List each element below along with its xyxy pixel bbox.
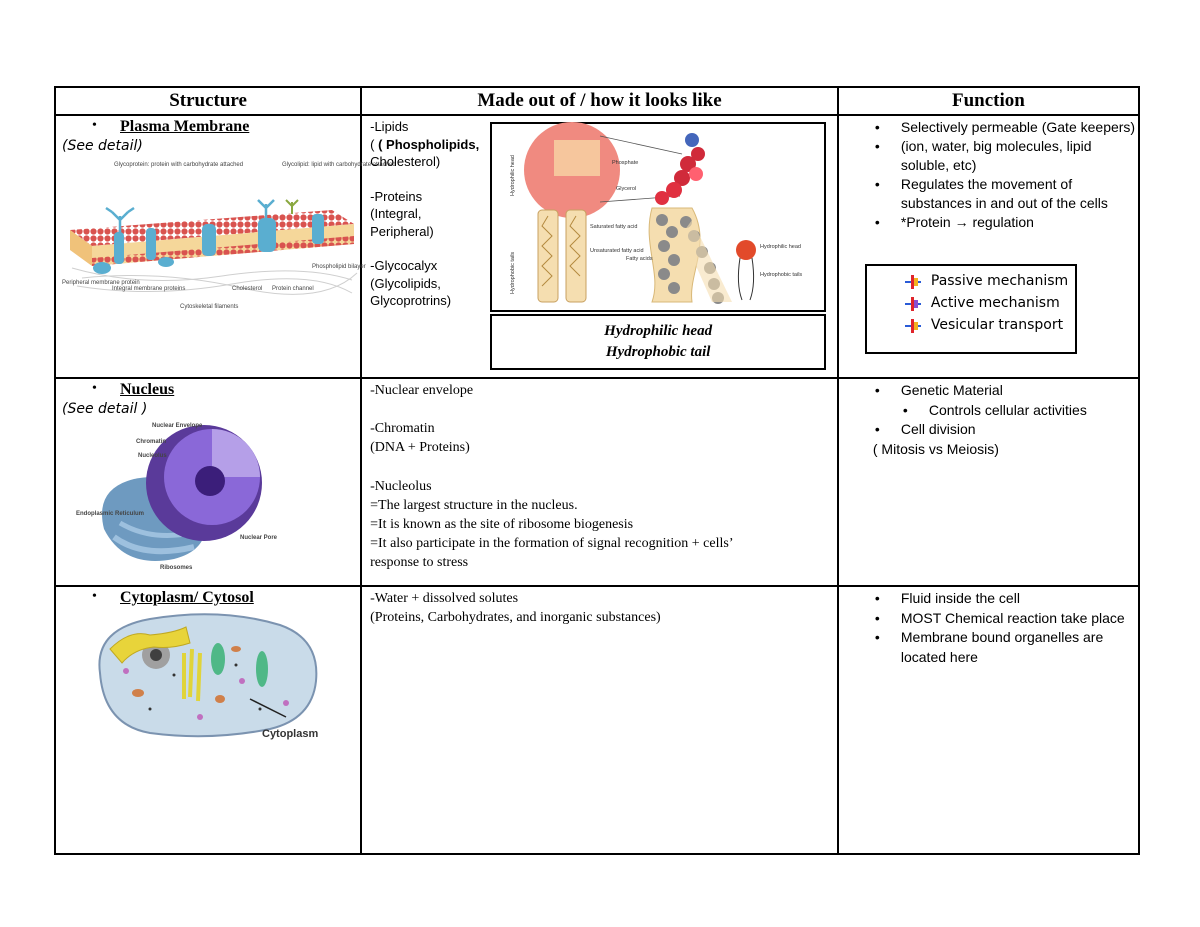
nucleus-figure (64, 419, 288, 571)
cell-made-of-nucleus (361, 378, 838, 586)
row-nucleus (55, 378, 1139, 586)
see-detail: (See detail ) (62, 401, 148, 417)
label-glycolipid: Glycolipid: lipid with carbohydrate attached (282, 162, 396, 168)
list-item: • Selectively permeable (Gate keepers) (839, 118, 1138, 137)
made-of-list (370, 118, 488, 310)
transport-legend (865, 264, 1077, 354)
structure-title: Cytoplasm/ Cytosol (120, 589, 254, 606)
list-item: • MOST Chemical reaction take place (839, 609, 1138, 629)
label-saturated: Saturated fatty acid (590, 224, 638, 230)
list-item: • Genetic Material (839, 381, 1138, 401)
made-of-line: (Integral, (370, 206, 422, 221)
function-list (839, 381, 1138, 440)
label-ribosomes: Ribosomes (160, 565, 193, 571)
spacer (370, 458, 733, 477)
label-cytoskeletal: Cytoskeletal filaments (180, 304, 239, 310)
label-nucleolus: Nucleolus (138, 453, 167, 459)
vesicular-transport-icon (905, 319, 921, 333)
bullet-icon: • (92, 118, 97, 133)
function-list (839, 589, 1138, 667)
nucleolus-shape (195, 466, 225, 496)
label-bilayer: Phospholipid bilayer (312, 264, 366, 270)
header-structure: Structure (55, 87, 361, 115)
cytoplasm-figure (90, 609, 332, 741)
label-fatty-acids: Fatty acids (626, 256, 653, 262)
row-plasma-membrane (55, 115, 1139, 378)
glycolipid-shape (286, 200, 298, 214)
cell-structure-cytoplasm (55, 586, 361, 854)
header-function: Function (838, 87, 1139, 115)
label-chromatin: Chromatin (136, 439, 166, 445)
made-of-line: =The largest structure in the nucleus. (370, 497, 578, 513)
made-of-line: =It also participate in the formation of signal recognition + cells’ (370, 536, 734, 552)
list-item: • Membrane bound organelles are located here (839, 628, 1138, 667)
label-peripheral: Peripheral membrane protein (62, 280, 140, 286)
legend-passive: Passive mechanism (930, 273, 1069, 289)
bullet-icon: • (92, 381, 97, 396)
label-hydrophobic-tails: Hydrophobic tails (510, 251, 517, 294)
header-row (55, 87, 1139, 115)
spacer (370, 171, 488, 188)
cell-structure-nucleus (55, 378, 361, 586)
list-subitem: • Controls cellular activities (839, 401, 1138, 421)
label-nuclear-envelope: Nuclear Envelope (152, 423, 203, 429)
made-of-line: (DNA + Proteins) (370, 440, 470, 456)
made-of-list (370, 589, 661, 627)
label-glycoprotein: Glycoprotein: protein with carbohydrate attached (114, 162, 244, 168)
label-cytoplasm: Cytoplasm (262, 728, 319, 740)
small-head-shape (736, 240, 756, 260)
spacer (370, 240, 488, 257)
label-integral: Integral membrane proteins (112, 286, 186, 292)
label-hydrophilic-head: Hydrophilic head (510, 155, 517, 196)
row-cytoplasm (55, 586, 1139, 854)
mitochondria-shape (211, 643, 225, 675)
label-protein-channel: Protein channel (272, 286, 314, 292)
cell-made-of-cytoplasm (361, 586, 838, 854)
see-detail: (See detail) (62, 138, 143, 154)
made-of-line: =It is known as the site of ribosome biogenesis (370, 517, 634, 533)
cell-made-of-plasma (361, 115, 838, 378)
phospholipid-figure (492, 124, 824, 310)
list-item: • Regulates the movement of substances in and out of the cells (839, 175, 1138, 213)
made-of-line: (Glycolipids, (370, 275, 441, 291)
structure-title: Plasma Membrane (120, 118, 250, 135)
label-er: Endoplasmic Reticulum (76, 511, 145, 517)
caption-line: Hydrophilic head (604, 323, 713, 339)
cell-function-plasma (838, 115, 1139, 378)
tails-shape (538, 210, 586, 302)
plasma-membrane-figure (62, 158, 396, 316)
made-of-line: -Water + dissolved solutes (370, 591, 519, 606)
list-item: • Fluid inside the cell (839, 589, 1138, 609)
legend-vesicular: Vesicular transport (930, 317, 1064, 333)
bullet-icon: • (92, 589, 97, 604)
passive-mechanism-icon (905, 275, 921, 289)
made-of-line: ( ( Phospholipids, (370, 136, 480, 152)
made-of-line: (Proteins, Carbohydrates, and inorganic substances) (370, 610, 661, 626)
made-of-line: -Lipids (370, 119, 409, 134)
label-glycerol: Glycerol (616, 186, 637, 192)
header-made-of: Made out of / how it looks like (361, 87, 838, 115)
caption-line: Hydrophobic tail (605, 344, 711, 360)
legend-active: Active mechanism (930, 295, 1060, 311)
made-of-line: -Nucleolus (370, 478, 432, 494)
made-of-line: Glycoprotrins) (370, 293, 452, 308)
label-cholesterol: Cholesterol (232, 286, 263, 292)
active-mechanism-icon (905, 297, 921, 311)
function-list (839, 118, 1138, 232)
label-nuclear-pore: Nuclear Pore (240, 535, 278, 541)
label-tail-small: Hydrophobic tails (760, 272, 803, 278)
space-filling-model-shape (649, 133, 732, 304)
made-of-line: -Proteins (370, 188, 423, 204)
phospholipid-figure-frame (490, 122, 826, 312)
structure-title: Nucleus (120, 381, 175, 398)
made-of-list (370, 381, 733, 573)
spacer (370, 400, 733, 419)
label-unsaturated: Unsaturated fatty acid (590, 248, 644, 254)
cell-function-nucleus (838, 378, 1139, 586)
made-of-line: response to stress (370, 555, 469, 571)
list-item: • Cell division (839, 420, 1138, 440)
phospholipids-text: ( Phospholipids, (378, 136, 480, 152)
cell-function-cytoplasm (838, 586, 1139, 854)
head-tail-caption (490, 314, 826, 370)
function-note: ( Mitosis vs Meiosis) (872, 440, 999, 457)
cell-shape (99, 614, 316, 736)
summary-table (54, 86, 1140, 855)
made-of-line: -Nuclear envelope (370, 383, 474, 398)
made-of-line: -Glycocalyx (370, 258, 438, 273)
made-of-line: -Chromatin (370, 421, 435, 437)
list-item-continued: • (ion, water, big molecules, lipid soluble, etc) (839, 137, 1138, 175)
made-of-line: Cholesterol) (370, 154, 441, 169)
label-head-small: Hydrophilic head (760, 244, 802, 250)
list-item: • *Protein → regulation (839, 213, 1138, 232)
made-of-line: Peripheral) (370, 223, 434, 239)
label-phosphate: Phosphate (612, 160, 639, 166)
